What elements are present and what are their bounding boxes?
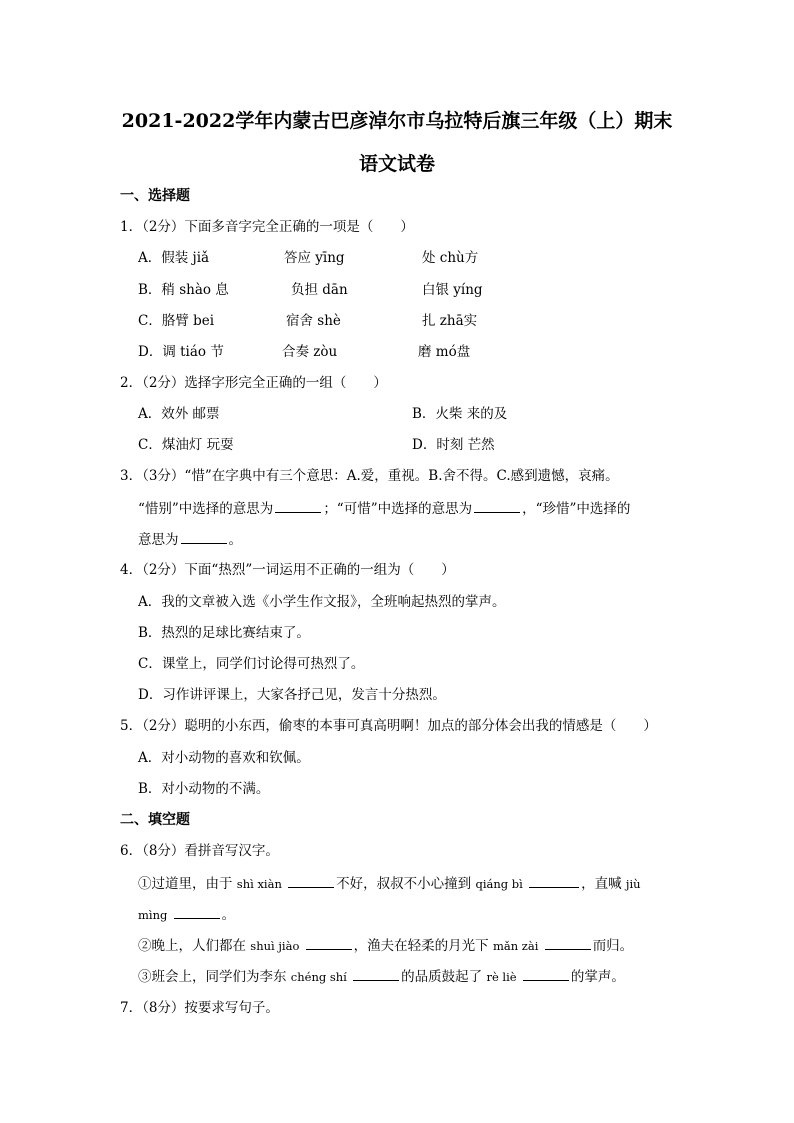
pinyin: mìng xyxy=(138,908,168,922)
answer-blank[interactable] xyxy=(288,875,334,888)
q6-text: 不好，叔叔不小心撞到 xyxy=(336,876,472,892)
question-4-stem: 4．（2分）下面“热烈”一词运用不正确的一组为（ ） xyxy=(120,562,455,578)
q1-option-d-3: 磨 mó盘 xyxy=(418,344,471,360)
answer-blank[interactable] xyxy=(545,937,591,950)
pinyin: mǎn zài xyxy=(492,939,539,953)
q6-item-3 xyxy=(138,968,625,985)
q1-option-c-3: 扎 zhā实 xyxy=(422,313,478,329)
q5-option-b: B．对小动物的不满。 xyxy=(138,781,270,797)
q1-option-a-3: 处 chù方 xyxy=(422,250,479,266)
q1-option-a-2: 答应 yīng xyxy=(284,250,345,266)
answer-blank[interactable] xyxy=(275,500,321,513)
q6-item-1-cont xyxy=(138,906,235,923)
question-3-stem: 3．（3分）“惜”在字典中有三个意思：A.爱，重视。B.舍不得。C.感到遗憾，哀痛。 xyxy=(120,468,619,484)
q6-text: ，渔夫在轻柔的月光下 xyxy=(353,938,489,954)
q3-text-a: “惜别”中选择的意思为 xyxy=(138,501,274,517)
pinyin: shì xiàn xyxy=(236,877,282,891)
question-1-stem: 1．（2分）下面多音字完全正确的一项是（ ） xyxy=(120,219,414,235)
question-6-stem: 6．（8分）看拼音写汉字。 xyxy=(120,843,279,859)
q6-text: ，直喊 xyxy=(581,876,622,892)
q4-option-b: B．热烈的足球比赛结束了。 xyxy=(138,625,310,641)
q6-text: ②晚上，人们都在 xyxy=(138,938,246,954)
q1-option-a: A．假装 jiǎ xyxy=(138,250,210,266)
q6-text: 而归。 xyxy=(592,938,634,954)
pinyin: qiáng bì xyxy=(475,877,523,891)
answer-blank[interactable] xyxy=(529,875,579,888)
pinyin: rè liè xyxy=(486,970,517,984)
q2-option-b: B．火柴 来的及 xyxy=(412,406,508,422)
question-2-stem: 2．（2分）选择字形完全正确的一组（ ） xyxy=(120,375,387,391)
q1-option-b-3: 白银 yíng xyxy=(422,282,483,298)
q3-text-e: 。 xyxy=(228,532,242,548)
question-3-line3 xyxy=(138,531,242,548)
q1-option-d-2: 合奏 zòu xyxy=(282,344,338,360)
answer-blank[interactable] xyxy=(353,968,399,981)
q6-text: 的品质鼓起了 xyxy=(401,969,483,985)
q3-text-b: ；“可惜”中选择的意思为 xyxy=(323,501,473,517)
q4-option-a: A．我的文章被入选《小学生作文报》，全班响起热烈的掌声。 xyxy=(138,594,506,610)
answer-blank[interactable] xyxy=(474,500,520,513)
answer-blank[interactable] xyxy=(306,937,352,950)
q4-option-c: C．课堂上，同学们讨论得可热烈了。 xyxy=(138,656,365,672)
q6-text: ①过道里，由于 xyxy=(138,876,233,892)
q1-option-b: B．稍 shào 息 xyxy=(138,282,229,298)
q1-option-c-2: 宿舍 shè xyxy=(286,313,341,329)
q4-option-d: D．习作讲评课上，大家各抒己见，发言十分热烈。 xyxy=(138,687,446,703)
q6-text: 的掌声。 xyxy=(570,969,625,985)
answer-blank[interactable] xyxy=(523,968,569,981)
question-5-stem: 5．（2分）聪明的小东西，偷枣的本事可真高明啊！加点的部分体会出我的情感是（ ） xyxy=(120,718,657,734)
section-heading-choice: 一、选择题 xyxy=(120,188,190,204)
pinyin: chéng shí xyxy=(290,970,347,984)
q2-option-a: A．效外 邮票 xyxy=(138,406,220,422)
exam-title-line1: 2021-2022学年内蒙古巴彦淖尔市乌拉特后旗三年级（上）期末 xyxy=(121,110,673,132)
answer-blank[interactable] xyxy=(181,531,227,544)
q3-text-d: 意思为 xyxy=(138,532,179,548)
q2-option-c: C．煤油灯 玩耍 xyxy=(138,437,234,453)
q1-option-b-2: 负担 dān xyxy=(291,282,348,298)
q5-option-a: A．对小动物的喜欢和钦佩。 xyxy=(138,750,310,766)
pinyin: shuì jiào xyxy=(250,939,300,953)
q1-option-d: D．调 tiáo 节 xyxy=(138,344,224,360)
q3-text-c: ，“珍惜”中选择的 xyxy=(522,501,631,517)
question-3-line2 xyxy=(138,500,630,517)
exam-title-line2: 语文试卷 xyxy=(358,153,435,175)
pinyin: jiù xyxy=(625,877,641,891)
q6-item-2 xyxy=(138,937,633,954)
q2-option-d: D．时刻 芒然 xyxy=(412,437,495,453)
q6-text: 。 xyxy=(221,907,236,923)
q6-text: ③班会上，同学们为李东 xyxy=(138,969,287,985)
section-heading-fill: 二、填空题 xyxy=(120,812,190,828)
q6-item-1 xyxy=(138,875,641,892)
question-7-stem: 7．（8分）按要求写句子。 xyxy=(120,1000,279,1016)
q1-option-c: C．胳臂 bei xyxy=(138,313,215,329)
answer-blank[interactable] xyxy=(174,906,220,919)
